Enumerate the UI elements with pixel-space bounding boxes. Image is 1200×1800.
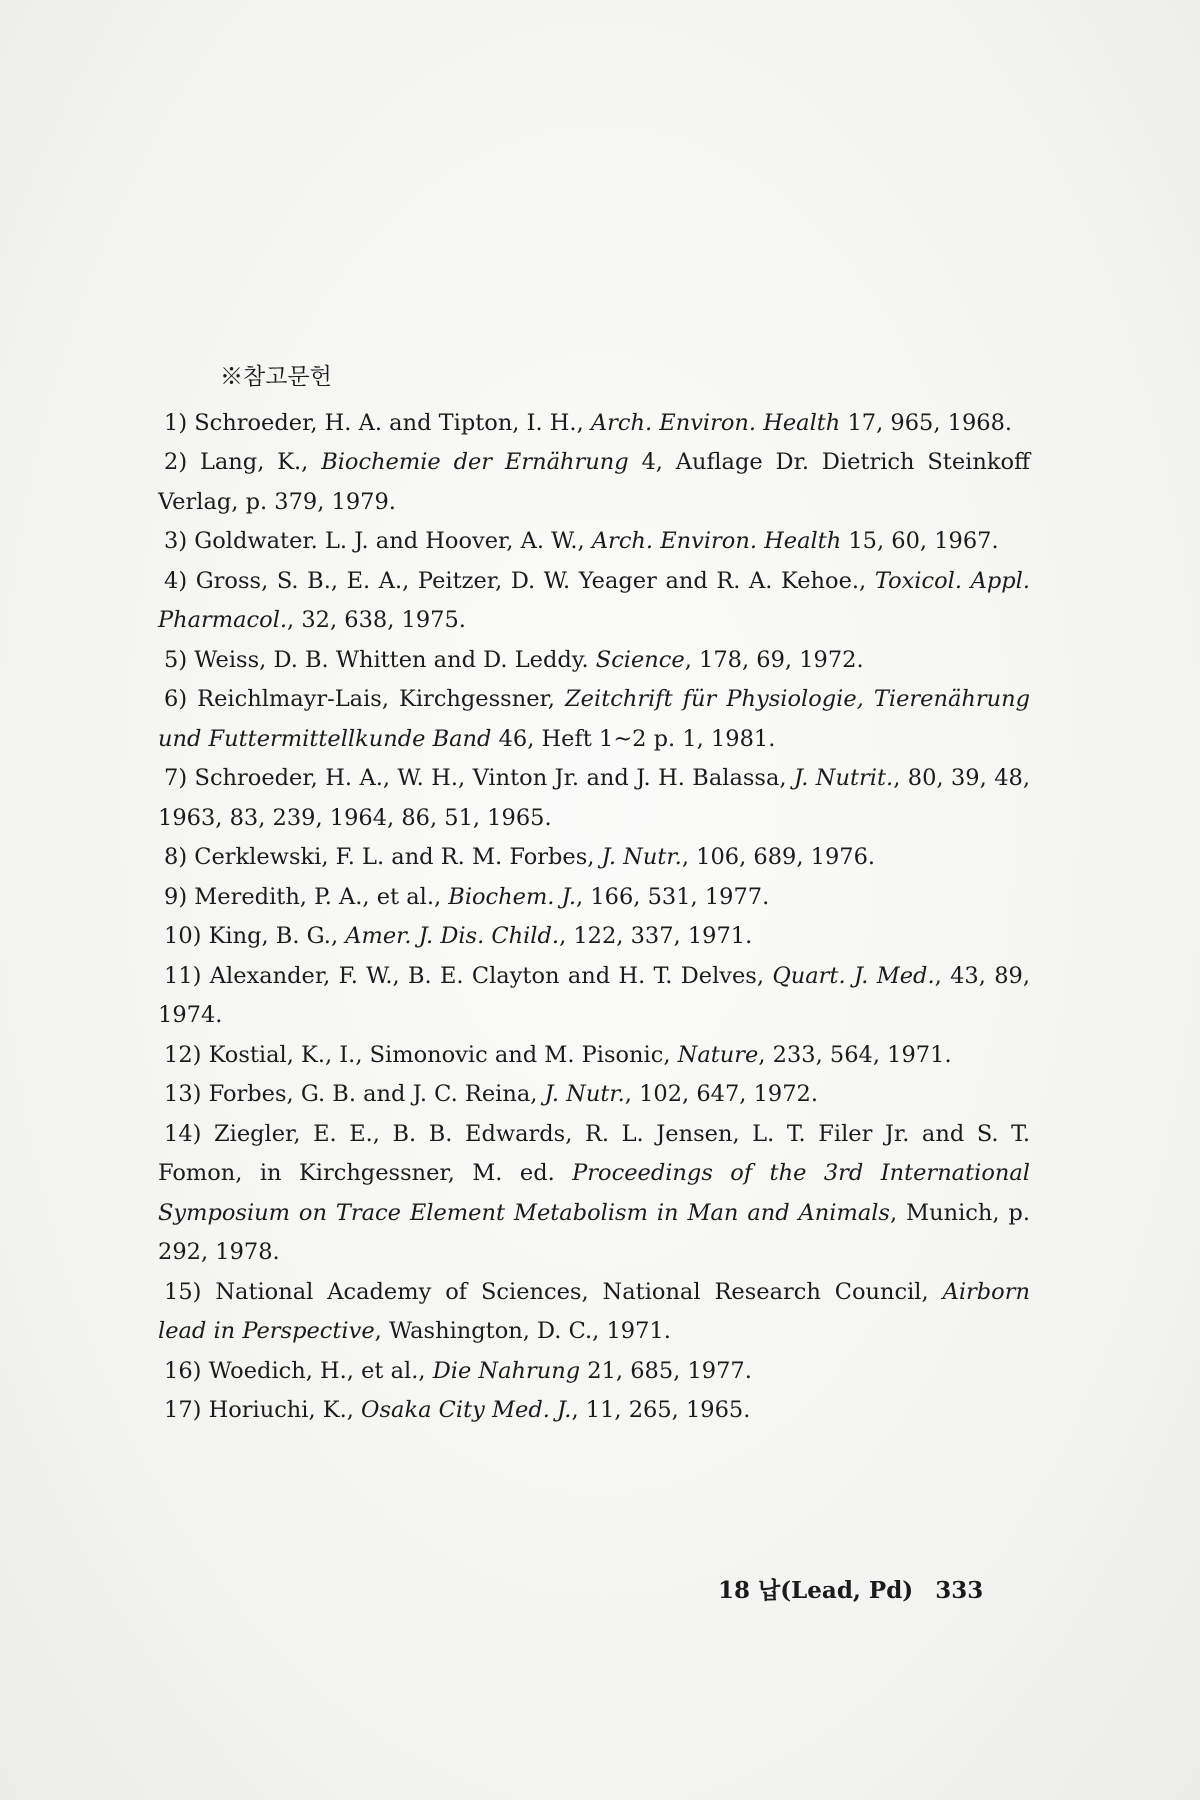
reference-source: Amer. J. Dis. Child.	[345, 923, 560, 949]
reference-source: Zeitchrift für Physiologie, Tierenährung und Futtermittellkunde Band	[158, 686, 1031, 752]
reference-details: , 106, 689, 1976.	[681, 844, 876, 870]
page-number: 333	[935, 1577, 984, 1604]
reference-source: Arch. Environ. Health	[590, 409, 841, 436]
reference-details: 46, Heft 1~2 p. 1, 1981.	[491, 725, 776, 752]
reference-authors: Schroeder, H. A. and Tipton, I. H.,	[194, 409, 591, 436]
reference-number: 8)	[164, 844, 188, 870]
reference-details: , 233, 564, 1971.	[758, 1041, 952, 1068]
references-heading: ※참고문헌	[220, 364, 332, 390]
reference-item	[158, 878, 1030, 918]
reference-source: Biochemie der Ernährung	[321, 449, 629, 475]
reference-authors: Meredith, P. A., et al.,	[194, 883, 449, 910]
reference-number: 1)	[164, 409, 188, 436]
reference-source: Toxicol. Appl. Pharmacol.	[158, 567, 1030, 633]
reference-source: Science	[595, 646, 685, 673]
reference-source: Arch. Environ. Health	[591, 528, 842, 554]
reference-details: , 80, 39, 48, 1963, 83, 239, 1964, 86, 51, 1965.	[158, 765, 1030, 831]
reference-authors: Goldwater. L. J. and Hoover, A. W.,	[194, 528, 592, 554]
reference-authors: Forbes, G. B. and J. C. Reina,	[208, 1081, 545, 1107]
reference-details: , 122, 337, 1971.	[559, 923, 753, 949]
reference-details: , 102, 647, 1972.	[624, 1081, 819, 1107]
footer-chapter: 18 납(Lead, Pd)	[718, 1577, 914, 1604]
reference-item	[158, 680, 1030, 759]
page-footer	[718, 1572, 997, 1605]
reference-source: Biochem. J.	[448, 883, 577, 910]
reference-number: 4)	[164, 567, 188, 594]
reference-number: 15)	[164, 1278, 202, 1305]
reference-number: 2)	[164, 449, 188, 475]
reference-authors: Gross, S. B., E. A., Peitzer, D. W. Yeager and R. A. Kehoe.,	[195, 567, 875, 594]
reference-authors: Woedich, H., et al.,	[208, 1357, 433, 1384]
reference-item	[158, 522, 1030, 562]
reference-authors: Cerklewski, F. L. and R. M. Forbes,	[194, 844, 602, 870]
reference-number: 6)	[164, 686, 188, 712]
reference-entries	[158, 404, 1030, 1431]
reference-item	[158, 641, 1030, 681]
reference-authors: Reichlmayr-Lais, Kirchgessner,	[197, 686, 566, 712]
reference-number: 13)	[164, 1081, 202, 1107]
reference-item	[158, 917, 1030, 957]
reference-item	[158, 957, 1030, 1036]
reference-number: 11)	[164, 962, 202, 989]
reference-source: J. Nutr.	[601, 844, 682, 870]
reference-details: 21, 685, 1977.	[580, 1357, 752, 1384]
reference-item	[158, 404, 1030, 444]
reference-details: , 11, 265, 1965.	[571, 1397, 751, 1423]
reference-item	[158, 1273, 1030, 1352]
reference-item	[158, 562, 1030, 641]
reference-number: 7)	[164, 765, 188, 791]
reference-authors: National Academy of Sciences, National Research Council,	[215, 1278, 943, 1305]
reference-authors: Schroeder, H. A., W. H., Vinton Jr. and J. H. Balassa,	[194, 765, 794, 791]
reference-item	[158, 838, 1030, 878]
reference-details: , Munich, p. 292, 1978.	[158, 1199, 1030, 1265]
reference-number: 10)	[164, 923, 202, 949]
reference-source: J. Nutr.	[544, 1081, 625, 1107]
reference-details: , 43, 89, 1974.	[158, 962, 1030, 1028]
reference-authors: Ziegler, E. E., B. B. Edwards, R. L. Jensen, L. T. Filer Jr. and S. T. Fomon, in Kirchgessner, M. ed.	[158, 1120, 1031, 1186]
reference-details: 4, Auflage Dr. Dietrich Steinkoff Verlag, p. 379, 1979.	[158, 449, 1030, 515]
reference-details: , 178, 69, 1972.	[684, 646, 864, 673]
reference-authors: Horiuchi, K.,	[208, 1397, 362, 1423]
reference-source: Quart. J. Med.	[772, 962, 935, 989]
reference-item	[158, 1036, 1030, 1076]
reference-source: Die Nahrung	[432, 1357, 581, 1384]
reference-authors: Alexander, F. W., B. E. Clayton and H. T. Delves,	[209, 962, 773, 989]
reference-authors: Weiss, D. B. Whitten and D. Leddy.	[194, 646, 596, 673]
reference-details: 17, 965, 1968.	[840, 409, 1013, 436]
reference-item	[158, 1391, 1030, 1431]
reference-list	[158, 358, 1030, 1431]
reference-authors: King, B. G.,	[208, 923, 346, 949]
reference-item	[158, 1352, 1030, 1392]
reference-source: J. Nutrit.	[793, 765, 894, 791]
reference-source: Airborn lead in Perspective	[158, 1278, 1030, 1344]
reference-source: Nature	[677, 1041, 759, 1068]
reference-number: 3)	[164, 528, 188, 554]
reference-item	[158, 759, 1030, 838]
reference-number: 12)	[164, 1041, 202, 1068]
reference-number: 14)	[164, 1120, 202, 1147]
reference-item	[158, 1075, 1030, 1115]
reference-details: , Washington, D. C., 1971.	[374, 1318, 671, 1344]
reference-authors: Kostial, K., I., Simonovic and M. Pisonic,	[208, 1041, 678, 1068]
reference-number: 5)	[164, 646, 188, 673]
reference-item	[158, 1115, 1030, 1273]
reference-number: 16)	[164, 1357, 202, 1384]
reference-authors: Lang, K.,	[199, 449, 322, 475]
reference-details: , 32, 638, 1975.	[287, 607, 466, 633]
reference-source: Proceedings of the 3rd International Symposium on Trace Element Metabolism in Man and Animals	[158, 1160, 1030, 1226]
reference-details: 15, 60, 1967.	[841, 528, 999, 554]
reference-source: Osaka City Med. J.	[361, 1397, 572, 1423]
reference-details: , 166, 531, 1977.	[576, 883, 770, 910]
reference-number: 9)	[164, 883, 188, 910]
reference-item	[158, 443, 1030, 522]
reference-number: 17)	[164, 1397, 202, 1423]
